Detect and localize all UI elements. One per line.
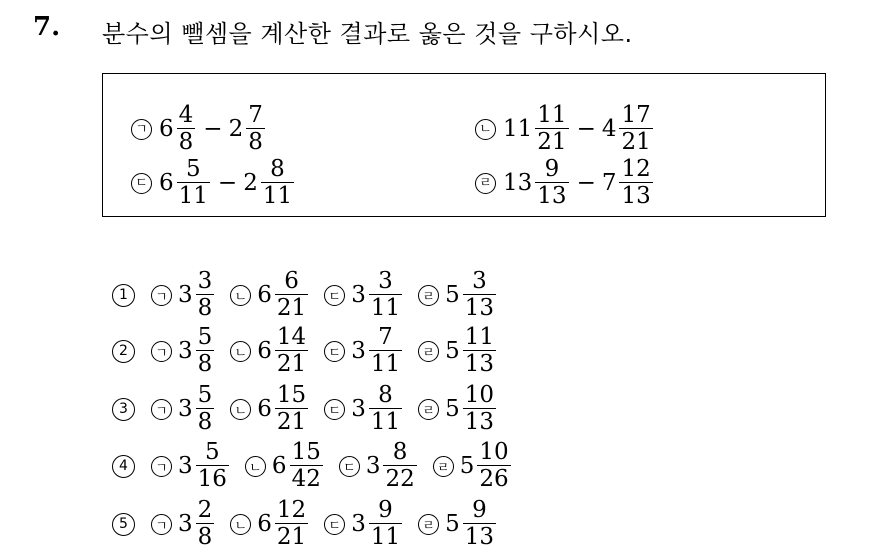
answer-b — [230, 326, 310, 376]
fraction — [535, 158, 568, 208]
whole-number: 3 — [351, 282, 366, 308]
denominator: 8 — [197, 295, 213, 321]
choice-number: 1 — [112, 284, 135, 307]
denominator: 22 — [385, 466, 415, 492]
denominator: 11 — [262, 183, 293, 209]
numerator: 8 — [378, 382, 393, 408]
fraction — [177, 104, 196, 154]
numerator: 10 — [464, 382, 495, 408]
denominator: 13 — [464, 524, 495, 550]
mark-circle: ㄹ — [433, 456, 454, 477]
expression-d — [475, 158, 655, 208]
fraction — [463, 270, 496, 320]
whole-number: 5 — [445, 282, 460, 308]
answer-a — [151, 441, 231, 491]
mark-circle: ㄱ — [151, 514, 172, 535]
fraction — [290, 441, 323, 491]
numerator: 3 — [378, 268, 393, 294]
denominator: 13 — [464, 295, 495, 321]
numerator: 9 — [544, 156, 560, 182]
mark-circle: ㄱ — [131, 119, 152, 140]
answer-b — [230, 499, 310, 549]
mark-circle: ㄷ — [131, 173, 152, 194]
denominator: 21 — [537, 129, 567, 155]
mark-circle: ㄷ — [324, 399, 345, 420]
whole-number: 3 — [178, 453, 193, 479]
numerator: 9 — [472, 497, 487, 523]
choice-number: 3 — [112, 398, 135, 421]
answer-d — [418, 384, 498, 434]
mark-circle: ㄱ — [151, 399, 172, 420]
whole-number: 3 — [351, 511, 366, 537]
answer-d — [433, 441, 513, 491]
expression-a — [131, 104, 267, 154]
numerator: 5 — [197, 382, 213, 408]
numerator: 2 — [197, 497, 213, 523]
denominator: 21 — [621, 129, 651, 155]
whole-number: 13 — [503, 169, 533, 196]
minus-sign: − — [576, 115, 596, 142]
fraction — [369, 270, 402, 320]
whole-number: 7 — [601, 169, 617, 196]
fraction — [463, 499, 496, 549]
fraction — [275, 384, 308, 434]
answer-c — [339, 441, 419, 491]
fraction — [275, 270, 308, 320]
choice-1[interactable] — [112, 270, 512, 320]
fraction — [369, 499, 402, 549]
answer-d — [418, 270, 498, 320]
numerator: 4 — [178, 102, 194, 128]
numerator: 11 — [464, 324, 495, 350]
answer-c — [324, 326, 404, 376]
numerator: 15 — [276, 382, 307, 408]
numerator: 12 — [276, 497, 307, 523]
mark-circle: ㄹ — [418, 285, 439, 306]
fraction — [535, 104, 568, 154]
mark-circle: ㄴ — [245, 456, 266, 477]
numerator: 5 — [197, 324, 213, 350]
denominator: 8 — [248, 129, 263, 155]
problem-box — [102, 73, 826, 217]
numerator: 7 — [248, 102, 263, 128]
fraction — [619, 158, 652, 208]
numerator: 15 — [291, 439, 321, 465]
fraction — [261, 158, 294, 208]
denominator: 21 — [276, 524, 307, 550]
numerator: 8 — [392, 439, 408, 465]
mark-circle: ㄱ — [151, 456, 172, 477]
whole-number: 6 — [257, 282, 272, 308]
numerator: 9 — [378, 497, 393, 523]
fraction — [369, 384, 402, 434]
numerator: 8 — [270, 156, 285, 182]
denominator: 11 — [370, 351, 401, 377]
denominator: 8 — [197, 409, 213, 435]
denominator: 8 — [197, 351, 213, 377]
whole-number: 3 — [365, 453, 381, 479]
answer-a — [151, 384, 216, 434]
answer-a — [151, 326, 216, 376]
denominator: 13 — [464, 409, 495, 435]
denominator: 42 — [291, 466, 321, 492]
whole-number: 3 — [178, 338, 193, 364]
numerator: 17 — [621, 102, 651, 128]
numerator: 12 — [621, 156, 651, 182]
denominator: 11 — [370, 295, 401, 321]
fraction — [196, 499, 215, 549]
fraction — [177, 158, 210, 208]
whole-number: 6 — [159, 115, 174, 142]
mark-circle: ㄷ — [324, 341, 345, 362]
denominator: 13 — [621, 183, 651, 209]
denominator: 13 — [537, 183, 567, 209]
whole-number: 6 — [257, 511, 272, 537]
answer-b — [230, 270, 310, 320]
denominator: 11 — [178, 183, 208, 209]
minus-sign: − — [576, 169, 596, 196]
mark-circle: ㄴ — [475, 119, 496, 140]
choice-5[interactable] — [112, 499, 512, 549]
minus-sign: − — [203, 115, 223, 142]
denominator: 21 — [276, 295, 307, 321]
mark-circle: ㄱ — [151, 285, 172, 306]
mark-circle: ㄷ — [339, 456, 360, 477]
mark-circle: ㄹ — [475, 173, 496, 194]
whole-number: 5 — [445, 396, 460, 422]
fraction — [196, 326, 215, 376]
numerator: 10 — [479, 439, 509, 465]
whole-number: 6 — [271, 453, 287, 479]
whole-number: 11 — [503, 115, 533, 142]
fraction — [463, 326, 496, 376]
mark-circle: ㄴ — [230, 514, 251, 535]
fraction — [275, 499, 308, 549]
numerator: 5 — [204, 439, 220, 465]
fraction — [196, 270, 215, 320]
denominator: 26 — [479, 466, 509, 492]
answer-c — [324, 499, 404, 549]
question-text: 분수의 뺄셈을 계산한 결과로 옳은 것을 구하시오. — [102, 20, 633, 48]
answer-d — [418, 326, 498, 376]
numerator: 3 — [197, 268, 213, 294]
mark-circle: ㄴ — [230, 285, 251, 306]
mark-circle: ㄹ — [418, 399, 439, 420]
expression-c — [131, 158, 296, 208]
choice-3[interactable] — [112, 384, 512, 434]
denominator: 21 — [276, 351, 307, 377]
whole-number: 3 — [178, 282, 193, 308]
whole-number: 5 — [459, 453, 475, 479]
minus-sign: − — [217, 169, 238, 196]
fraction — [196, 384, 215, 434]
mark-circle: ㄴ — [230, 341, 251, 362]
answer-c — [324, 270, 404, 320]
whole-number: 2 — [228, 115, 244, 142]
whole-number: 3 — [351, 338, 366, 364]
fraction — [275, 326, 308, 376]
denominator: 21 — [276, 409, 307, 435]
whole-number: 6 — [257, 338, 272, 364]
expression-b — [475, 104, 655, 154]
whole-number: 5 — [445, 338, 460, 364]
denominator: 8 — [178, 129, 194, 155]
answer-d — [418, 499, 498, 549]
answer-a — [151, 270, 216, 320]
fraction — [383, 441, 416, 491]
numerator: 11 — [537, 102, 567, 128]
mark-circle: ㄴ — [230, 399, 251, 420]
answer-b — [245, 441, 325, 491]
question-number: 7. — [33, 12, 61, 42]
fraction — [246, 104, 265, 154]
whole-number: 4 — [601, 115, 617, 142]
fraction — [619, 104, 652, 154]
whole-number: 2 — [243, 169, 258, 196]
mark-circle: ㄱ — [151, 341, 172, 362]
fraction — [463, 384, 496, 434]
fraction — [369, 326, 402, 376]
numerator: 5 — [185, 156, 201, 182]
denominator: 8 — [197, 524, 213, 550]
numerator: 6 — [284, 268, 299, 294]
fraction — [196, 441, 229, 491]
choice-number: 2 — [112, 340, 135, 363]
numerator: 14 — [276, 324, 307, 350]
answer-b — [230, 384, 310, 434]
choice-4[interactable] — [112, 441, 527, 491]
fraction — [477, 441, 510, 491]
denominator: 16 — [197, 466, 227, 492]
whole-number: 6 — [159, 169, 174, 196]
mark-circle: ㄷ — [324, 514, 345, 535]
numerator: 7 — [378, 324, 393, 350]
whole-number: 6 — [257, 396, 272, 422]
answer-a — [151, 499, 216, 549]
whole-number: 5 — [445, 511, 460, 537]
mark-circle: ㄹ — [418, 341, 439, 362]
denominator: 13 — [464, 351, 495, 377]
mark-circle: ㄹ — [418, 514, 439, 535]
choice-number: 4 — [112, 455, 135, 478]
whole-number: 3 — [178, 396, 193, 422]
choice-number: 5 — [112, 513, 135, 536]
choice-2[interactable] — [112, 326, 512, 376]
answer-c — [324, 384, 404, 434]
whole-number: 3 — [351, 396, 366, 422]
numerator: 3 — [472, 268, 487, 294]
mark-circle: ㄷ — [324, 285, 345, 306]
whole-number: 3 — [178, 511, 193, 537]
denominator: 11 — [370, 524, 401, 550]
denominator: 11 — [370, 409, 401, 435]
